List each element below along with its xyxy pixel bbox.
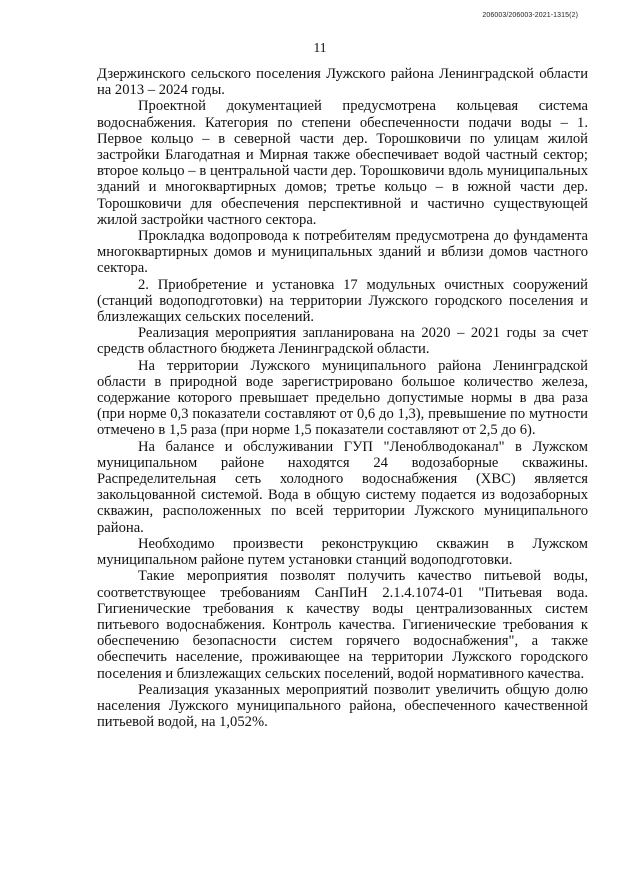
paragraph-water-quality: На территории Лужского муниципального района Ленинградской области в природной воде зарегистрировано большое количество железа, содержание которого превышает предельно допустимые нормы в два раза (при норме 0,3 показатели составляют от 0,6 до 1,3), превышение по мутности отмечено в 1,5 раза (при норме 1,5 показатели составляют от 2,5 до 6).	[97, 357, 588, 439]
paragraph-ring-water-system: Проектной документацией предусмотрена кольцевая система водоснабжения. Категория по степени обеспеченности подачи воды – 1. Первое кольцо – в северной части дер. Торошковичи по улицам жилой застройки Благодатная и Мирная также обеспечивает водой частный сектор; второе кольцо – в центральной части дер. Торошковичи вдоль муниципальных зданий и многоквартирных домов; третье кольцо – в южной части дер. Торошковичи для обеспечения перспективной и частично существующей жилой застройки частного сектора.	[97, 98, 588, 228]
document-body	[97, 66, 588, 730]
paragraph-result: Реализация указанных мероприятий позволит увеличить общую долю населения Лужского муниципального района, обеспеченного качественной питьевой водой, на 1,052%.	[97, 681, 588, 731]
paragraph-wells-balance: На балансе и обслуживании ГУП "Леноблводоканал" в Лужском муниципальном районе находятся 24 водозаборные скважины. Распределительная сеть холодного водоснабжения (ХВС) является закольцованной системой. Вода в общую систему подается из водозаборных скважин, расположенных по всей территории Лужского муниципального района.	[97, 438, 588, 536]
paragraph-item-2-treatment-stations: 2. Приобретение и установка 17 модульных очистных сооружений (станций водоподготовки) на территории Лужского городского поселения и близлежащих сельских поселений.	[97, 276, 588, 326]
paragraph-continuation: Дзержинского сельского поселения Лужского района Ленинградской области на 2013 – 2024 годы.	[97, 66, 588, 99]
paragraph-sanpin-requirements: Такие мероприятия позволят получить качество питьевой воды, соответствующее требованиям СанПиН 2.1.4.1074-01 "Питьевая вода. Гигиенические требования к качеству воды централизованных систем питьевого водоснабжения. Контроль качества. Гигиенические требования к обеспечению безопасности систем горячего водоснабжения", а также обеспечить население, проживающее на территории Лужского городского поселения и близлежащих сельских поселений, водой нормативного качества.	[97, 568, 588, 682]
document-id: 206003/206003-2021-1315(2)	[482, 12, 578, 19]
paragraph-funding: Реализация мероприятия запланирована на 2020 – 2021 годы за счет средств областного бюджета Ленинградской области.	[97, 325, 588, 358]
paragraph-pipeline-laying: Прокладка водопровода к потребителям предусмотрена до фундамента многоквартирных домов и муниципальных зданий и вблизи домов частного сектора.	[97, 228, 588, 277]
paragraph-reconstruction: Необходимо произвести реконструкцию скважин в Лужском муниципальном районе путем установки станций водоподготовки.	[97, 535, 588, 569]
page-number: 11	[313, 40, 327, 55]
